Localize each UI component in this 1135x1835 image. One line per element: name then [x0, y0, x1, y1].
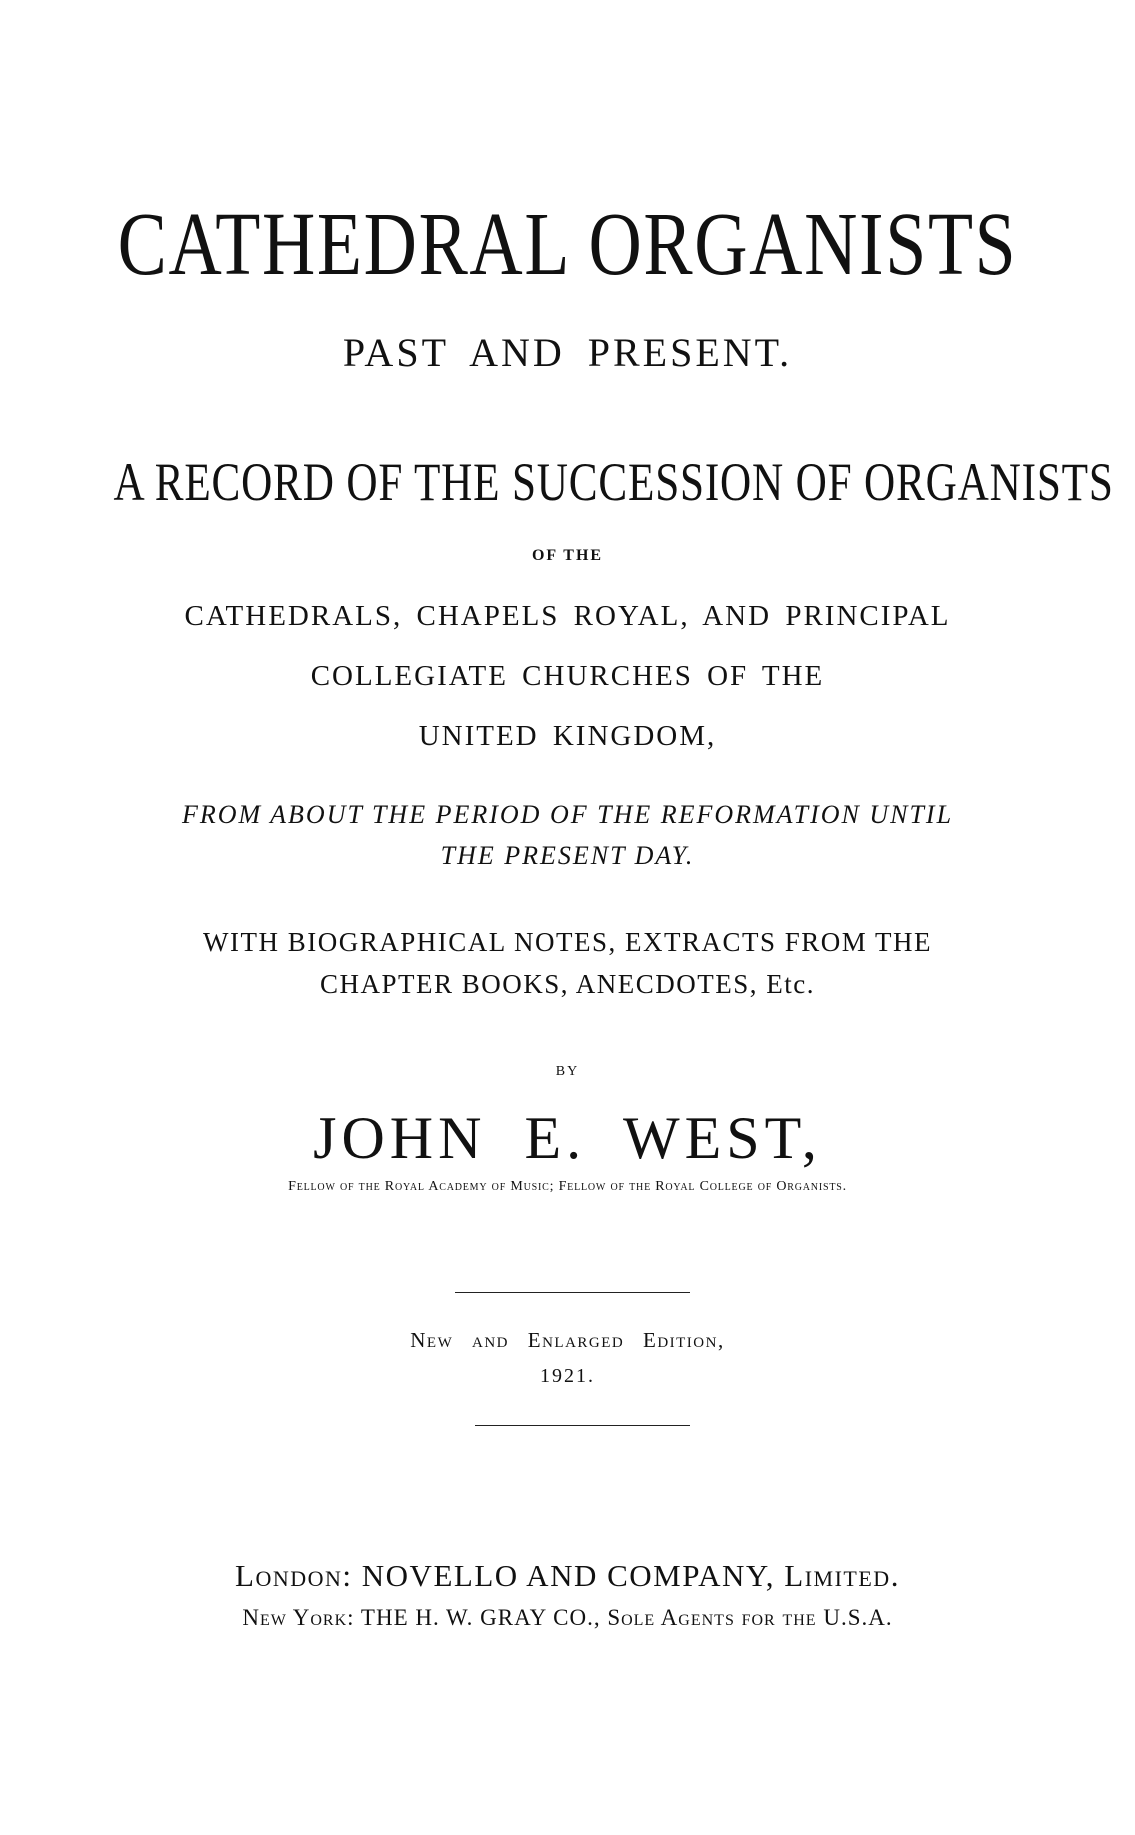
publisher-suffix: Limited.	[784, 1558, 900, 1593]
author-credentials: Fellow of the Royal Academy of Music; Fellow of the Royal College of Organists.	[288, 1179, 847, 1194]
record-heading: A RECORD OF THE SUCCESSION OF ORGANISTS	[113, 452, 1114, 512]
publisher-name: NOVELLO AND COMPANY,	[361, 1558, 776, 1593]
notes-line-2: CHAPTER BOOKS, ANECDOTES, Etc.	[319, 969, 816, 999]
edition-text: New and Enlarged Edition,	[410, 1328, 725, 1352]
book-title: CATHEDRAL ORGANISTS	[117, 195, 1018, 294]
publisher-city: London:	[235, 1558, 353, 1593]
cathedrals-line-3: UNITED KINGDOM,	[418, 720, 717, 752]
edition-year: 1921.	[540, 1365, 595, 1387]
period-line-1: FROM ABOUT THE PERIOD OF THE REFORMATION UNTIL	[181, 800, 954, 829]
agent-city: New York:	[242, 1605, 355, 1630]
by-text: BY	[555, 1064, 580, 1079]
period-line-2: THE PRESENT DAY.	[440, 841, 695, 870]
agent-suffix: Sole Agents for the U.S.A.	[607, 1605, 893, 1630]
agent-name: THE H. W. GRAY CO.,	[360, 1605, 601, 1630]
publisher-line	[0, 1560, 1135, 1591]
book-subtitle: PAST AND PRESENT.	[342, 330, 793, 375]
agent-line	[0, 1606, 1135, 1629]
cathedrals-line-2: COLLEGIATE CHURCHES OF THE	[310, 660, 825, 692]
of-the-text: OF THE	[531, 547, 604, 564]
divider-rule-bottom	[475, 1425, 690, 1426]
divider-rule-top	[455, 1292, 690, 1293]
cathedrals-line-1: CATHEDRALS, CHAPELS ROYAL, AND PRINCIPAL	[184, 600, 951, 632]
notes-line-1: WITH BIOGRAPHICAL NOTES, EXTRACTS FROM THE	[202, 927, 932, 957]
author-name: JOHN E. WEST,	[313, 1105, 822, 1171]
